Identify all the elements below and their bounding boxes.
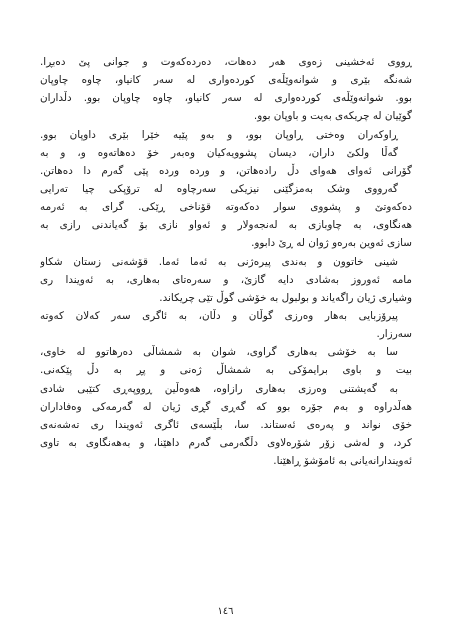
- page-number: ١٤٦: [217, 606, 234, 617]
- text-line: گەڵا ولکێ داران، دیسان پشوویەکیان وەبەر خۆ دەهاتەوە و، و بە: [40, 146, 398, 159]
- text-line: گۆرانی ئەوای هەوای دڵ رادەهاتن، و ورده ورده پێی گەرم دا دەهاتن.: [40, 164, 412, 177]
- text-line: هەنگاوی، بە چاوبازی بە لەنجەولار و ئەواو نازی بۆ گەیاندنی رازی بە: [40, 219, 412, 232]
- text-line: مامە ئەوروز بەشادی دایە گازێ، و سەرەتای بەهاری، بە ئەویندا ری: [40, 273, 412, 286]
- text-line: کرد، و لەشی زۆر شۆرەلاوی دڵگەرمی گەرم داهێنا، و بەهەنگاوی بە تاوی: [40, 436, 412, 449]
- text-line: سا بە خۆشی بەهاری گراوی، شوان بە شمشاڵی دەرهاتوو لە خاوی،: [40, 346, 398, 359]
- text-line: بوو. شوانەوێڵەی کوردەواری لە سەر کانیاو، چاوە چاوپان بوو. دڵداران: [40, 92, 412, 105]
- text-line: ئەویندارانەیانی بە ئامۆشۆ ڕاهێنا.: [273, 455, 412, 468]
- text-line: ڕووی ئەخشینی زەوی هەر دەهات، دەردەکەوت و جوانی پێ دەبڕا.: [40, 56, 412, 68]
- text-line: گەرووی وشک بەمزگێنی نیزیکی سەرچاوە لە ترۆپکی چیا تەرایی: [40, 182, 398, 195]
- text-line: دەکەوتێ و پشووی سوار دەکەوتە قۆناخی ڕێکی. گرای بە ئەرمە: [40, 201, 412, 214]
- text-line: پیرۆزبایی بەهار وەرزی گوڵان و دڵان، بە ئاگری سەر کەلان کەوتە: [40, 309, 398, 322]
- text-line: شەنگە بێری و شوانەوێڵەی کوردەواری لە سەر کانیاو، چاوە چاوپان: [40, 74, 412, 87]
- text-line: شینی خاتوون و بەندی پیرەژنی بە ئەما ئەما. قۆشەنی زستان شکاو: [40, 255, 398, 268]
- text-line: هەڵدراوە و بەم جۆرە بوو کە گەڕی گڕی ژیان لە گەرمەکی وەفاداران: [40, 400, 412, 413]
- text-line: سازی ئەوین بەرەو ژوان لە ڕێ دابوو.: [251, 237, 412, 250]
- text-line: گوێیان لە چریکەی بەیت و باوپان بوو.: [253, 110, 412, 123]
- text-line: بە گەیشتنی وەرزی بەهاری رازاوە، هەوەڵین ڕووپەڕی کتێبی شادی: [40, 382, 398, 395]
- text-line: سەرزار.: [376, 328, 412, 341]
- text-line: خۆی نواند و پەرەی ئەستاند. سا، بڵێسەی ئاگری ئەویندا ری تەشەنەی: [40, 418, 412, 431]
- text-line: بیت و باوی برایمۆکی بە شمشاڵ ژەنی و پڕ بە دڵ پێکەنی.: [40, 364, 412, 377]
- text-line: وشیاری ژیان راگەیاند و بولبول بە خۆشی گوڵ تێی چریکاند.: [159, 291, 412, 304]
- body-text: [40, 53, 412, 470]
- text-line: ڕاوکەران وەختی ڕاوپان بوو، و بەو پێیە خێرا بێری داوپان بوو.: [40, 128, 398, 141]
